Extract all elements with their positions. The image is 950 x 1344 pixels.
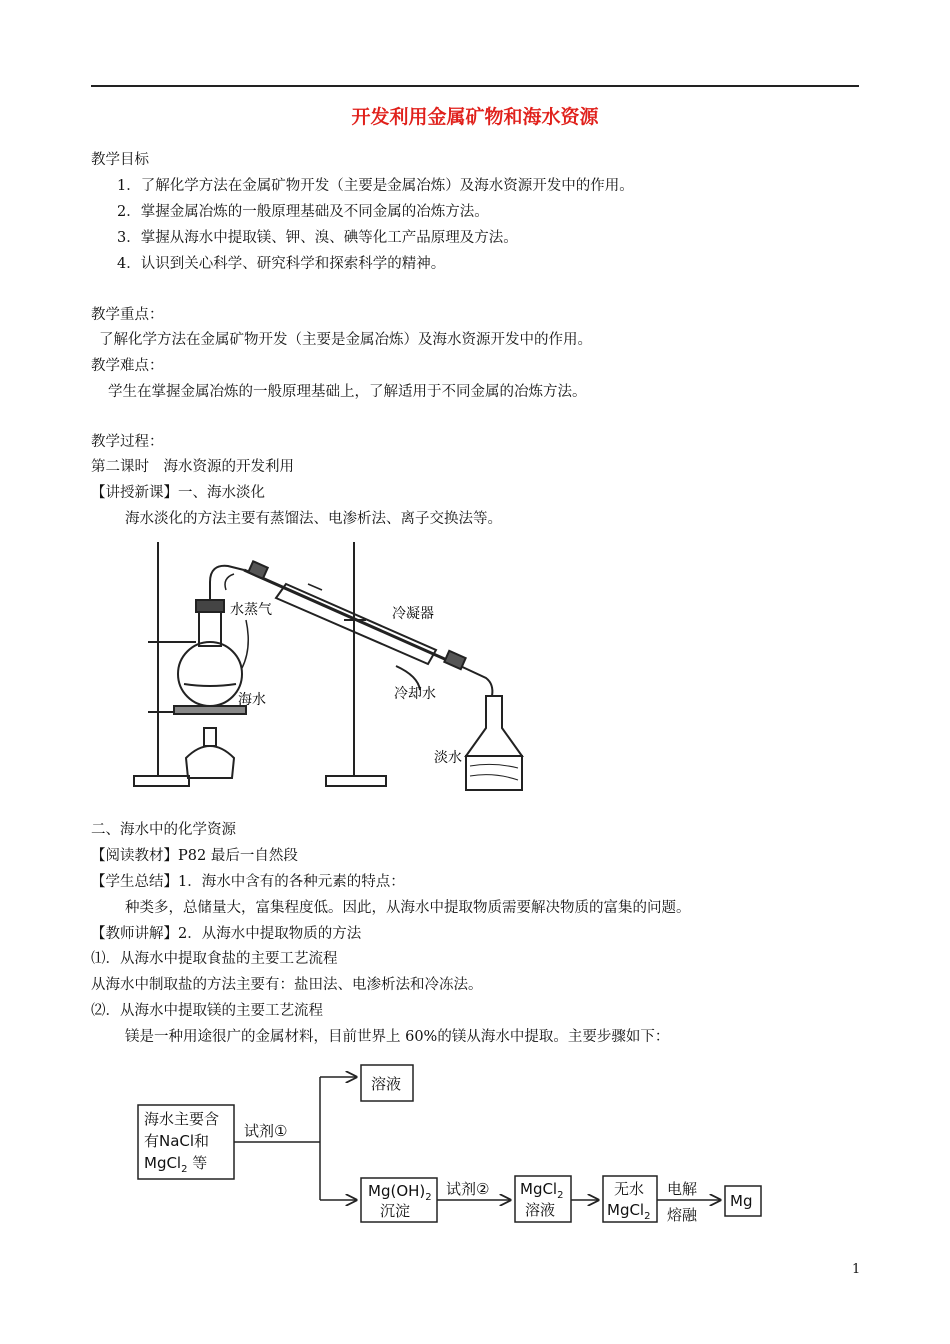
seawater-line2: 有NaCl和 xyxy=(144,1132,210,1150)
distillation-apparatus xyxy=(126,538,556,798)
anhydrous-label: 无水 xyxy=(614,1180,645,1198)
summary-heading: 【学生总结】1．海水中含有的各种元素的特点： xyxy=(91,874,405,890)
lesson-title: 第二课时 海水资源的开发利用 xyxy=(91,459,294,475)
flask-neck xyxy=(199,608,221,646)
key-point-text: 了解化学方法在金属矿物开发（主要是金属冶炼）及海水资源开发中的作用。 xyxy=(99,332,592,348)
left-stand-base xyxy=(134,776,189,786)
salt-process-heading: ⑴．从海水中提取食盐的主要工艺流程 xyxy=(91,951,338,967)
vapor-label: 水蒸气 xyxy=(230,602,272,618)
mg-label: Mg xyxy=(730,1192,753,1210)
mgcl2b-label: MgCl$_2$ xyxy=(607,1201,651,1222)
page-title: 开发利用金属矿物和海水资源 xyxy=(351,106,599,128)
wood-grain xyxy=(470,764,518,780)
molten-label: 熔融 xyxy=(667,1206,698,1224)
wire-gauze xyxy=(174,706,246,714)
precip-label: 沉淀 xyxy=(380,1202,411,1220)
receiving-flask xyxy=(466,696,522,756)
process-heading: 教学过程： xyxy=(91,434,164,450)
solution-label: 溶液 xyxy=(371,1075,402,1093)
reagent2-label: 试剂② xyxy=(446,1180,490,1198)
difficulty-text: 学生在掌握金属冶炼的一般原理基础上，了解适用于不同金属的冶炼方法。 xyxy=(108,384,587,400)
seawater-line3-tail: 等 xyxy=(187,1154,208,1172)
cooling-water-label: 冷却水 xyxy=(394,686,436,702)
objective-item: 3．掌握从海水中提取镁、钾、溴、碘等化工产品原理及方法。 xyxy=(117,230,518,246)
top-stopper xyxy=(248,561,267,578)
round-flask xyxy=(178,642,242,706)
lamp-wick xyxy=(204,728,216,746)
mgoh2-label: $Mg(OH)_2$ xyxy=(368,1182,432,1203)
electrolysis-label: 电解 xyxy=(667,1180,698,1198)
vapor-outlet-tube xyxy=(210,566,244,600)
mg-process-text: 镁是一种用途很广的金属材料，目前世界上 60%的镁从海水中提取。主要步骤如下： xyxy=(125,1029,670,1045)
seawater-line3-sub: 2 xyxy=(181,1164,188,1175)
seawater-line1: 海水主要含 xyxy=(144,1110,220,1128)
mgcl2-label: MgCl$_2$ xyxy=(520,1180,564,1201)
header-rule xyxy=(91,85,859,87)
wood-block xyxy=(466,756,522,790)
seawater-surface xyxy=(184,684,236,686)
read-note: 【阅读教材】P82 最后一自然段 xyxy=(91,848,298,864)
summary-text: 种类多，总储量大，富集程度低。因此，从海水中提取物质需要解决物质的富集的问题。 xyxy=(125,900,691,916)
mg-flowchart xyxy=(130,1060,770,1230)
cooling-out-arrow xyxy=(308,584,322,590)
flask-stopper xyxy=(196,600,224,612)
mg-process-heading: ⑵．从海水中提取镁的主要工艺流程 xyxy=(91,1003,323,1019)
seawater-line3-formula: MgCl xyxy=(144,1154,182,1172)
right-stand-base xyxy=(326,776,386,786)
difficulty-heading: 教学难点： xyxy=(91,358,164,374)
seawater-label: 海水 xyxy=(238,692,266,708)
alcohol-lamp xyxy=(186,746,234,778)
condenser-stopper xyxy=(444,651,465,669)
page-number: 1 xyxy=(852,1262,861,1277)
objective-item: 2．掌握金属冶炼的一般原理基础及不同金属的冶炼方法。 xyxy=(117,204,489,220)
salt-process-text: 从海水中制取盐的方法主要有：盐田法、电渗析法和冷冻法。 xyxy=(91,977,483,993)
vapor-curve-arrow xyxy=(242,620,248,668)
section1-text: 海水淡化的方法主要有蒸馏法、电渗析法、离子交换法等。 xyxy=(125,511,502,527)
section2-heading: 二、海水中的化学资源 xyxy=(91,822,236,838)
condenser-label: 冷凝器 xyxy=(392,606,434,622)
teacher-heading: 【教师讲解】2．从海水中提取物质的方法 xyxy=(91,926,362,942)
solution2-label: 溶液 xyxy=(525,1201,556,1219)
reagent1-label: 试剂① xyxy=(244,1122,288,1140)
objective-item: 4．认识到关心科学、研究科学和探索科学的精神。 xyxy=(117,256,446,272)
vapor-arrow xyxy=(225,574,234,590)
objective-item: 1．了解化学方法在金属矿物开发（主要是金属冶炼）及海水资源开发中的作用。 xyxy=(117,178,634,194)
objectives-heading: 教学目标 xyxy=(91,152,149,168)
fresh-water-label: 淡水 xyxy=(434,750,462,766)
seawater-line3 xyxy=(144,1154,207,1175)
key-point-heading: 教学重点： xyxy=(91,307,164,323)
section1-heading: 【讲授新课】一、海水淡化 xyxy=(91,485,265,501)
